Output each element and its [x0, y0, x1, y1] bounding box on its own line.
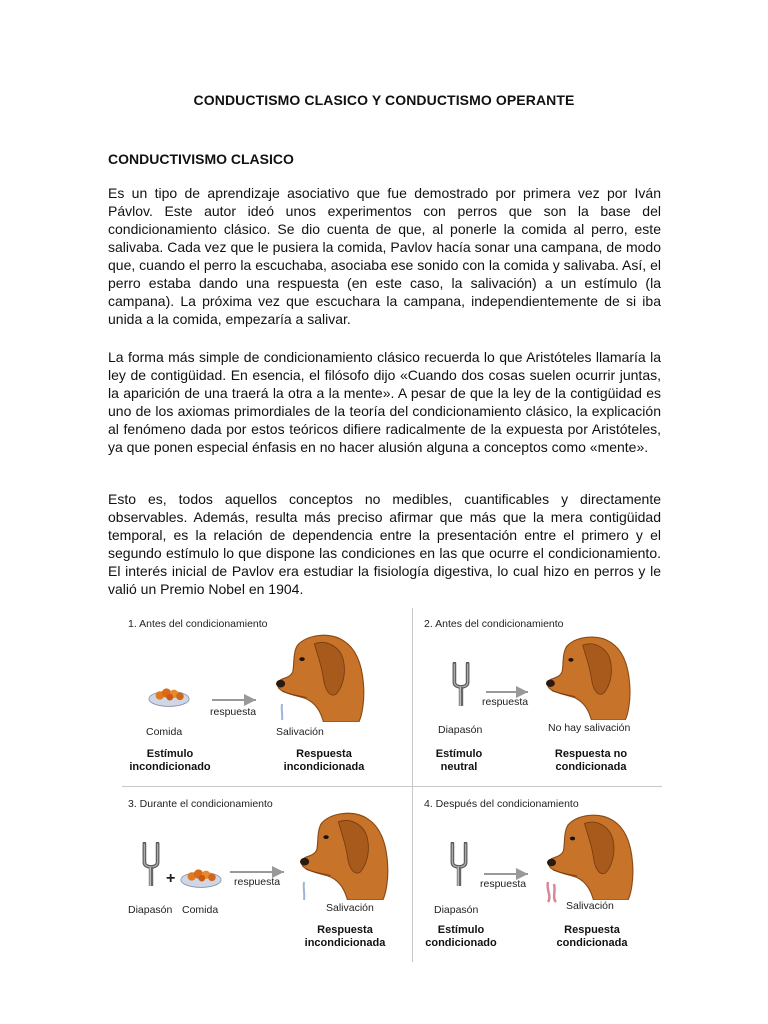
panel-3-stimulus-label-2: Comida	[182, 904, 219, 916]
paragraph-1: Es un tipo de aprendizaje asociativo que fue demostrado por primera vez por Iván Pávlov. Este autor ideó unos experimentos con perros que son la base del condicionamiento clásico. Se dio cuenta de que, al ponerle la comida al perro, este salivaba. Cada vez que le pusiera la comida, Pavlov hacía sonar una campana, de modo que, cuando el perro la escuchaba, asociaba ese sonido con la comida y salivaba. Así, el perro estaba dando una respuesta (en este caso, la salivación) a un estímulo (la campana). La próxima vez que escuchara la campana, independientemente de si iba unida a la comida, empezaría a salivar.	[108, 185, 661, 327]
panel-4-stimulus-label: Diapasón	[434, 904, 479, 916]
panel-2-result-label: No hay salivación	[548, 722, 631, 734]
panel-4-stimulus-type: Estímulo condicionado	[425, 924, 497, 949]
plus-icon: +	[166, 870, 176, 887]
panel-2-stimulus-type: Estímulo neutral	[435, 748, 483, 773]
panel-3-response-type: Respuesta incondicionada	[304, 924, 386, 949]
food-bowl-icon	[180, 868, 222, 890]
panel-1-response-type: Respuesta incondicionada	[283, 748, 365, 773]
panel-4-title: 4. Después del condicionamiento	[424, 798, 579, 810]
arrow-icon	[212, 696, 262, 704]
panel-1-arrow-label: respuesta	[210, 706, 257, 718]
panel-4-response-type: Respuesta condicionada	[556, 924, 628, 949]
panel-4-result-label: Salivación	[566, 900, 614, 912]
paragraph-3: Esto es, todos aquellos conceptos no medibles, cuantificables y directamente observables. Además, resulta más preciso afirmar que más que la mera contigüidad temporal, es la relación de dependencia entre la presentación entre el primero y el segundo estímulo lo que dispone las condiciones en las que ocurre el condicionamiento. El interés inicial de Pavlov era estudiar la fisiología digestiva, lo cual hizo en perros y le valió un Premio Nobel en 1904.	[108, 491, 661, 597]
dog-icon	[536, 632, 644, 720]
dog-icon	[290, 808, 402, 900]
document-title: CONDUCTISMO CLASICO Y CONDUCTISMO OPERANTE	[193, 92, 575, 108]
arrow-icon	[230, 868, 290, 876]
panel-1-title: 1. Antes del condicionamiento	[128, 618, 268, 630]
paragraph-2: La forma más simple de condicionamiento clásico recuerda lo que Aristóteles llamaría la ley de contigüidad. En esencia, el filósofo dijo «Cuando dos cosas suelen ocurrir juntas, la aparición de una traerá la otra a la mente». A pesar de que la ley de la contigüidad es uno de los axiomas primordiales de la teoría del condicionamiento clásico, la explicación al fenómeno dada por estos teóricos difiere radicalmente de la expuesta por Aristóteles, ya que ponen especial énfasis en no hacer alusión alguna a conceptos como «mente».	[108, 349, 661, 455]
panel-3-result-label: Salivación	[326, 902, 374, 914]
panel-2-stimulus-label: Diapasón	[438, 724, 483, 736]
panel-1-stimulus-label: Comida	[146, 726, 183, 738]
panel-4	[414, 788, 688, 964]
panel-4-arrow-label: respuesta	[480, 878, 527, 890]
panel-2-title: 2. Antes del condicionamiento	[424, 618, 564, 630]
panel-3-stimulus-label: Diapasón	[128, 904, 173, 916]
panel-3-arrow-label: respuesta	[234, 876, 281, 888]
panel-1-result-label: Salivación	[276, 726, 324, 738]
panel-1	[118, 608, 392, 784]
tuning-fork-icon	[140, 842, 162, 886]
panel-3-title: 3. Durante el condicionamiento	[128, 798, 273, 810]
pavlov-conditioning-figure	[118, 608, 666, 964]
tuning-fork-icon	[448, 842, 470, 886]
arrow-icon	[486, 688, 534, 696]
figure-divider-vertical	[412, 608, 413, 962]
panel-3	[118, 788, 392, 964]
dog-icon	[268, 630, 376, 722]
arrow-icon	[484, 870, 534, 878]
figure-divider-horizontal	[122, 786, 662, 787]
panel-2-response-type: Respuesta no condicionada	[554, 748, 628, 773]
section-heading: CONDUCTIVISMO CLASICO	[108, 151, 294, 167]
dog-icon	[536, 810, 648, 900]
panel-1-stimulus-type: Estímulo incondicionado	[129, 748, 211, 773]
tuning-fork-icon	[450, 662, 472, 706]
panel-2-arrow-label: respuesta	[482, 696, 529, 708]
food-bowl-icon	[148, 686, 190, 710]
panel-2	[414, 608, 688, 784]
